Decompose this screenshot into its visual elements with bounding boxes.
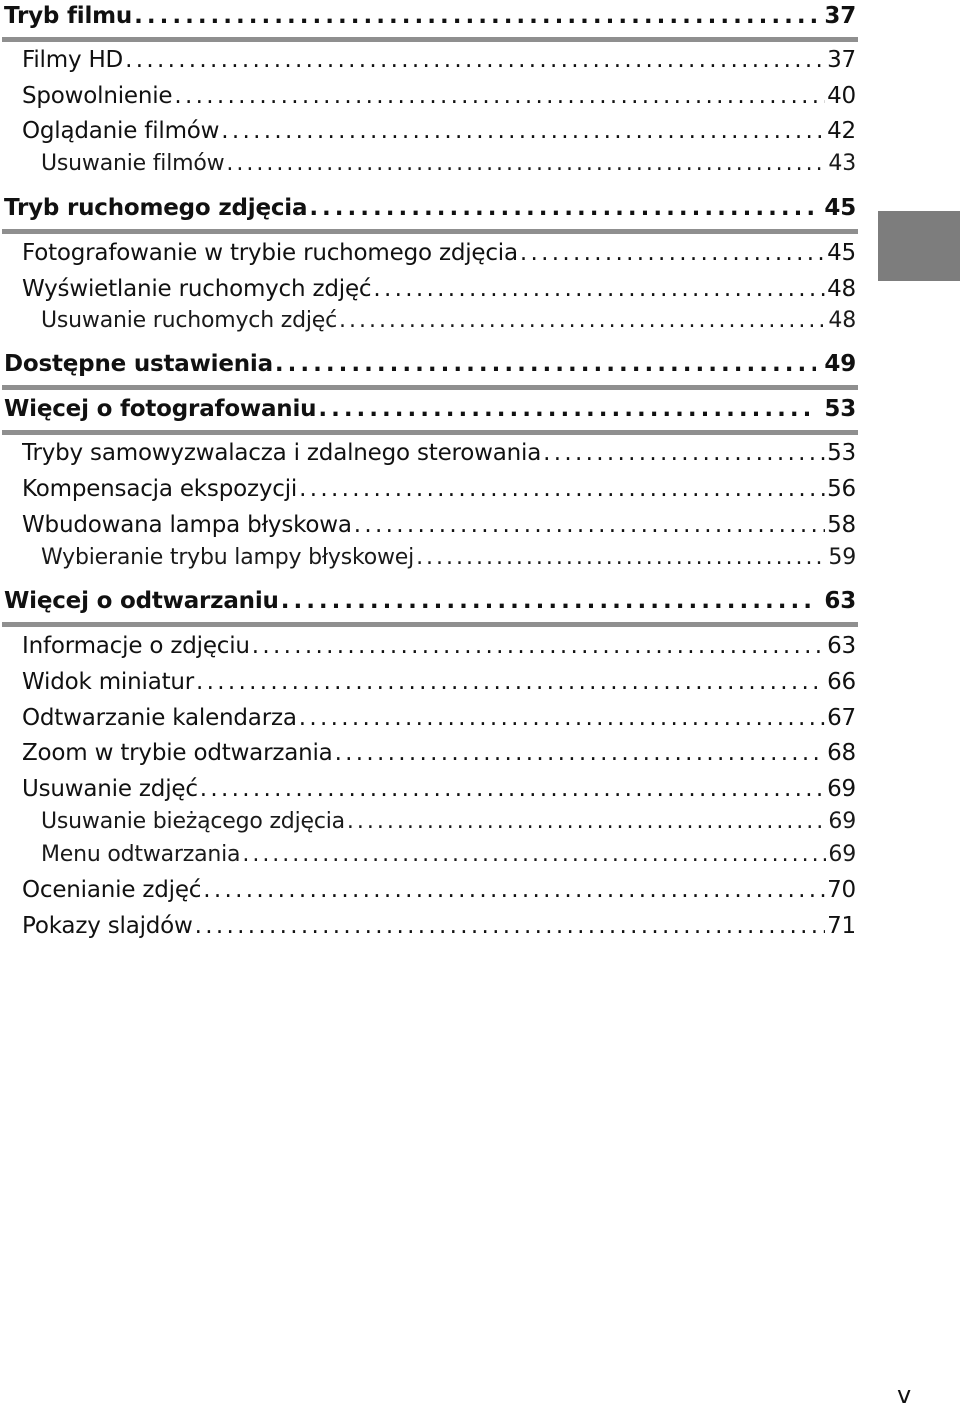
dot-leader <box>242 842 826 867</box>
toc-entry-title: Menu odtwarzania <box>41 842 241 867</box>
toc-entry-title: Widok miniatur <box>22 669 195 695</box>
toc-entry-title: Usuwanie zdjęć <box>22 776 198 802</box>
dot-leader <box>299 705 825 731</box>
dot-leader <box>339 308 826 333</box>
dot-leader <box>354 512 825 538</box>
toc-entry-title: Tryb ruchomego zdjęcia <box>4 195 308 221</box>
toc-entry-page: 68 <box>827 740 856 766</box>
toc-entry-page: 49 <box>824 351 856 377</box>
toc-entry-title: Usuwanie bieżącego zdjęcia <box>41 809 345 834</box>
toc-entry[interactable] <box>22 476 856 506</box>
dot-leader <box>373 276 825 302</box>
toc-entry-title: Oglądanie filmów <box>22 118 220 144</box>
toc-entry-title: Dostępne ustawienia <box>4 351 273 377</box>
toc-entry-title: Usuwanie ruchomych zdjęć <box>41 308 337 333</box>
toc-entry[interactable] <box>22 440 856 470</box>
toc-entry-title: Informacje o zdjęciu <box>22 633 250 659</box>
toc-entry-title: Wbudowana lampa błyskowa <box>22 512 352 538</box>
toc-section-entry[interactable] <box>4 195 856 225</box>
toc-entry-page: 48 <box>828 308 856 333</box>
dot-leader <box>226 151 826 176</box>
toc-entry-title: Wyświetlanie ruchomych zdjęć <box>22 276 372 302</box>
toc-entry[interactable] <box>22 877 856 907</box>
toc-entry[interactable] <box>22 83 856 113</box>
toc-entry-page: 58 <box>827 512 856 538</box>
toc-entry[interactable] <box>22 47 856 77</box>
toc-entry-page: 70 <box>827 877 856 903</box>
toc-entry-title: Usuwanie filmów <box>41 151 225 176</box>
dot-leader <box>309 195 816 221</box>
toc-section-entry[interactable] <box>4 588 856 618</box>
toc-entry-page: 48 <box>827 276 856 302</box>
toc-entry[interactable] <box>22 740 856 770</box>
toc-entry-page: 63 <box>827 633 856 659</box>
toc-entry-title: Tryby samowyzwalacza i zdalnego sterowania <box>22 440 542 466</box>
dot-leader <box>134 3 816 29</box>
toc-entry-page: 63 <box>824 588 856 614</box>
toc-entry[interactable] <box>22 240 856 270</box>
dot-leader <box>174 83 825 109</box>
toc-entry-page: 53 <box>827 440 856 466</box>
toc-entry-page: 59 <box>828 545 856 570</box>
toc-entry-page: 67 <box>827 705 856 731</box>
dot-leader <box>299 476 825 502</box>
dot-leader <box>252 633 825 659</box>
toc-entry[interactable] <box>22 276 856 306</box>
section-divider <box>2 385 858 390</box>
dot-leader <box>196 669 825 695</box>
toc-entry-page: 43 <box>828 151 856 176</box>
dot-leader <box>200 776 825 802</box>
toc-entry-page: 42 <box>827 118 856 144</box>
toc-entry[interactable] <box>22 633 856 663</box>
page-number: v <box>897 1381 912 1409</box>
toc-entry-page: 69 <box>828 842 856 867</box>
toc-entry-title: Ocenianie zdjęć <box>22 877 202 903</box>
toc-subentry[interactable] <box>41 545 856 575</box>
toc-subentry[interactable] <box>41 151 856 181</box>
dot-leader <box>318 396 816 422</box>
dot-leader <box>416 545 826 570</box>
section-divider <box>2 622 858 627</box>
section-divider <box>2 229 858 234</box>
toc-section-entry[interactable] <box>4 351 856 381</box>
section-divider <box>2 37 858 42</box>
toc-entry-page: 69 <box>827 776 856 802</box>
toc-entry-title: Więcej o fotografowaniu <box>4 396 317 422</box>
toc-entry[interactable] <box>22 669 856 699</box>
toc-entry-page: 45 <box>824 195 856 221</box>
toc-entry[interactable] <box>22 913 856 943</box>
toc-entry-page: 71 <box>827 913 856 939</box>
dot-leader <box>335 740 826 766</box>
dot-leader <box>221 118 825 144</box>
toc-entry-title: Tryb filmu <box>4 3 133 29</box>
section-tab-marker <box>878 211 960 281</box>
dot-leader <box>281 588 817 614</box>
dot-leader <box>520 240 825 266</box>
toc-entry-page: 69 <box>828 809 856 834</box>
toc-entry-title: Wybieranie trybu lampy błyskowej <box>41 545 415 570</box>
toc-entry-page: 53 <box>824 396 856 422</box>
toc-section-entry[interactable] <box>4 396 856 426</box>
toc-entry[interactable] <box>22 512 856 542</box>
dot-leader <box>125 47 825 73</box>
toc-entry-title: Więcej o odtwarzaniu <box>4 588 279 614</box>
toc-subentry[interactable] <box>41 809 856 839</box>
toc-entry-title: Pokazy slajdów <box>22 913 193 939</box>
toc-entry-title: Odtwarzanie kalendarza <box>22 705 297 731</box>
toc-subentry[interactable] <box>41 308 856 338</box>
toc-entry-title: Fotografowanie w trybie ruchomego zdjęcia <box>22 240 518 266</box>
dot-leader <box>543 440 825 466</box>
section-divider <box>2 430 858 435</box>
toc-entry-page: 37 <box>827 47 856 73</box>
dot-leader <box>203 877 825 903</box>
toc-entry-page: 56 <box>827 476 856 502</box>
dot-leader <box>195 913 825 939</box>
toc-entry-title: Kompensacja ekspozycji <box>22 476 298 502</box>
toc-entry[interactable] <box>22 118 856 148</box>
toc-entry-page: 37 <box>824 3 856 29</box>
dot-leader <box>347 809 826 834</box>
toc-entry-title: Zoom w trybie odtwarzania <box>22 740 333 766</box>
dot-leader <box>275 351 816 377</box>
toc-subentry[interactable] <box>41 842 856 872</box>
toc-entry-page: 45 <box>827 240 856 266</box>
toc-entry[interactable] <box>22 705 856 735</box>
toc-section-entry[interactable] <box>4 3 856 33</box>
toc-entry[interactable] <box>22 776 856 806</box>
toc-entry-page: 66 <box>827 669 856 695</box>
toc-entry-page: 40 <box>827 83 856 109</box>
toc-entry-title: Spowolnienie <box>22 83 173 109</box>
toc-entry-title: Filmy HD <box>22 47 124 73</box>
